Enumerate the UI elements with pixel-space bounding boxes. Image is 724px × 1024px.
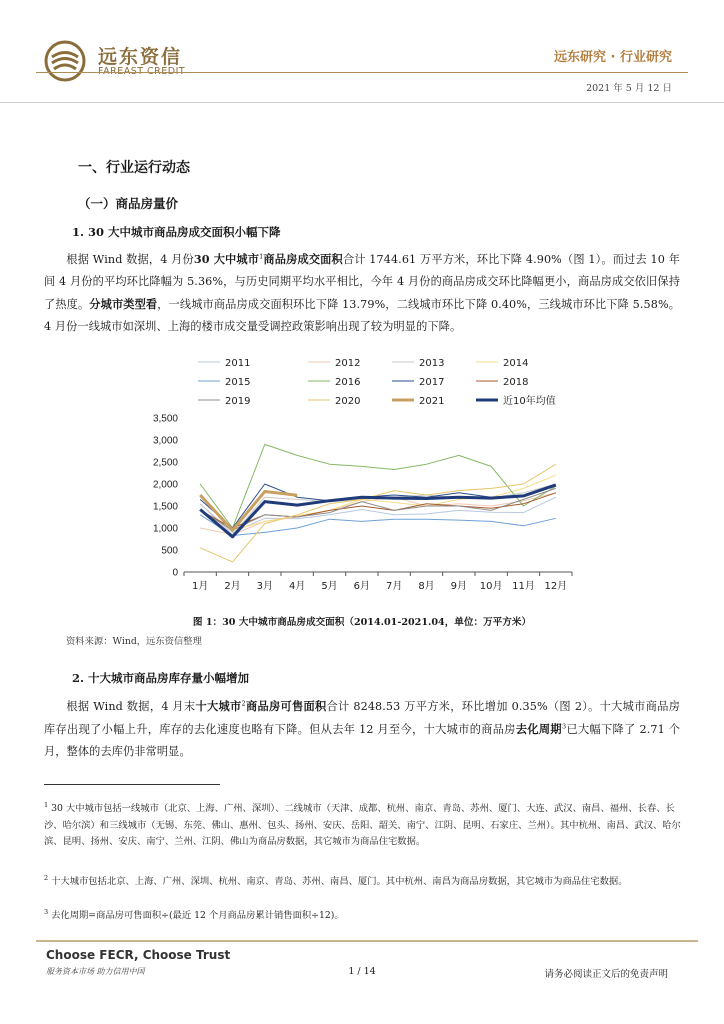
x-tick-label: 12月 [544,581,568,592]
footer-motto: 服务资本市场 助力信用中国 [46,967,145,976]
legend-label: 2021 [419,396,445,407]
legend-label: 2016 [335,377,361,388]
x-tick-label: 9月 [450,581,468,592]
y-tick-label: 3,000 [152,435,178,447]
figure-caption: 图 1：30 大中城市商品房成交面积（2014.01-2021.04，单位：万平方米） [192,617,532,628]
report-series: 远东研究 · 行业研究 [554,50,672,65]
page-number: 1 / 14 [348,966,376,977]
x-tick-label: 8月 [418,581,435,592]
header-rule [36,72,688,73]
legend-label: 2013 [419,358,445,369]
legend-label: 2015 [225,377,251,388]
series-line-2013 [200,484,556,535]
report-date: 2021 年 5 月 12 日 [586,83,672,94]
line-chart [140,348,580,598]
x-tick-label: 1月 [191,581,209,592]
header-divider [0,102,724,103]
x-tick-label: 2月 [224,581,241,592]
disclaimer-notice: 请务必阅读正文后的免责声明 [544,969,668,980]
legend-label: 2014 [503,358,529,369]
footnote-2: $^2$ 十大城市包括北京、上海、广州、深圳、杭州、南京、青岛、苏州、南昌、厦门。其中杭州、南昌为商品房数据，其它城市为商品住宅数据。 [44,873,628,887]
x-tick-label: 6月 [353,581,371,592]
legend-label: 2019 [225,396,251,407]
y-tick-label: 1,000 [152,523,178,535]
footnote-3: $^3$ 去化周期=商品房可售面积÷(最近 12 个月商品房累计销售面积÷12)。 [44,907,344,921]
footnote-1: $^1$ 30 大中城市包括一线城市（北京、上海、广州、深圳）、二线城市（天津、成都、杭州、南京、青岛、苏州、厦门、大连、武汉、南昌、福州、长春、长沙、哈尔滨）和三线城市（无锡、东莞、佛山、惠州、包头、扬州、安庆、岳阳、韶关、南宁、江阴、昆明、石家庄、兰州）。其中杭州、南昌、武汉、哈尔滨、昆明、扬州、安庆、南宁、兰州、江阴、佛山为商品房数据，其它城市为商品住宅数据。 [44,800,681,847]
logo-brand-cn: 远东资信 [98,46,183,68]
x-tick-label: 10月 [479,581,503,592]
x-tick-label: 5月 [321,581,338,592]
figure-source: 资料来源：Wind，远东资信整理 [66,636,202,647]
x-tick-label: 3月 [256,581,274,592]
y-tick-label: 3,500 [152,413,178,425]
footer-rule [36,940,698,942]
legend-label: 2020 [335,396,361,407]
legend-label: 2018 [503,377,529,388]
y-tick-label: 1,500 [152,501,178,513]
chart-container [140,348,580,598]
y-tick-label: 500 [161,545,178,557]
company-logo [44,40,244,84]
paragraph-2: 根据 Wind 数据，4 月末十大城市$^2$商品房可售面积合计 8248.53 万平方米，环比增加 0.35%（图 2）。十大城市商品房库存出现了小幅上升，库存的去化速度也略有下降。但从去年 12 月至今，十大城市的商品房去化周期$^3$已大幅下降了 2.71 个月，整体的去库仍非常明显。 [44,699,681,758]
legend-label: 2017 [419,377,445,388]
x-tick-label: 11月 [512,581,535,592]
subsection-heading-2: 2. 十大城市商品房库存量小幅增加 [72,671,250,685]
legend-label: 2012 [335,358,361,369]
subsection-heading-1: 1. 30 大中城市商品房成交面积小幅下降 [72,225,281,239]
y-tick-label: 2,000 [152,479,178,491]
y-tick-label: 2,500 [152,457,178,469]
legend-label: 2011 [225,358,251,369]
paragraph-1: 根据 Wind 数据，4 月份30 大中城市$^1$商品房成交面积合计 1744.61 万平方米，环比下降 4.90%（图 1）。而过去 10 年间 4 月份的平均环比降幅为 5.36%，与历史同期平均水平相比，今年 4 月份的商品房成交环比降幅更小，商品房成交依旧保持了热度。分城市类型看，一线城市商品房成交面积环比下降 13.79%，二线城市环比下降 0.40%，三线城市环比下降 5.58%。4 月份一线城市如深圳、上海的楼市成交量受调控政策影响出现了较为明显的下降。 [44,252,680,333]
x-tick-label: 7月 [385,581,403,592]
logo-mark-icon [44,40,86,82]
section-title: 一、行业运行动态 [78,160,190,176]
y-tick-label: 0 [172,567,178,579]
footer-slogan: Choose FECR, Choose Trust [46,948,231,962]
x-tick-label: 4月 [288,581,306,592]
section-subtitle: （一）商品房量价 [78,196,179,211]
legend-label: 近10年均值 [503,396,556,407]
series-line-2015 [200,515,556,536]
footnote-rule [44,784,220,785]
